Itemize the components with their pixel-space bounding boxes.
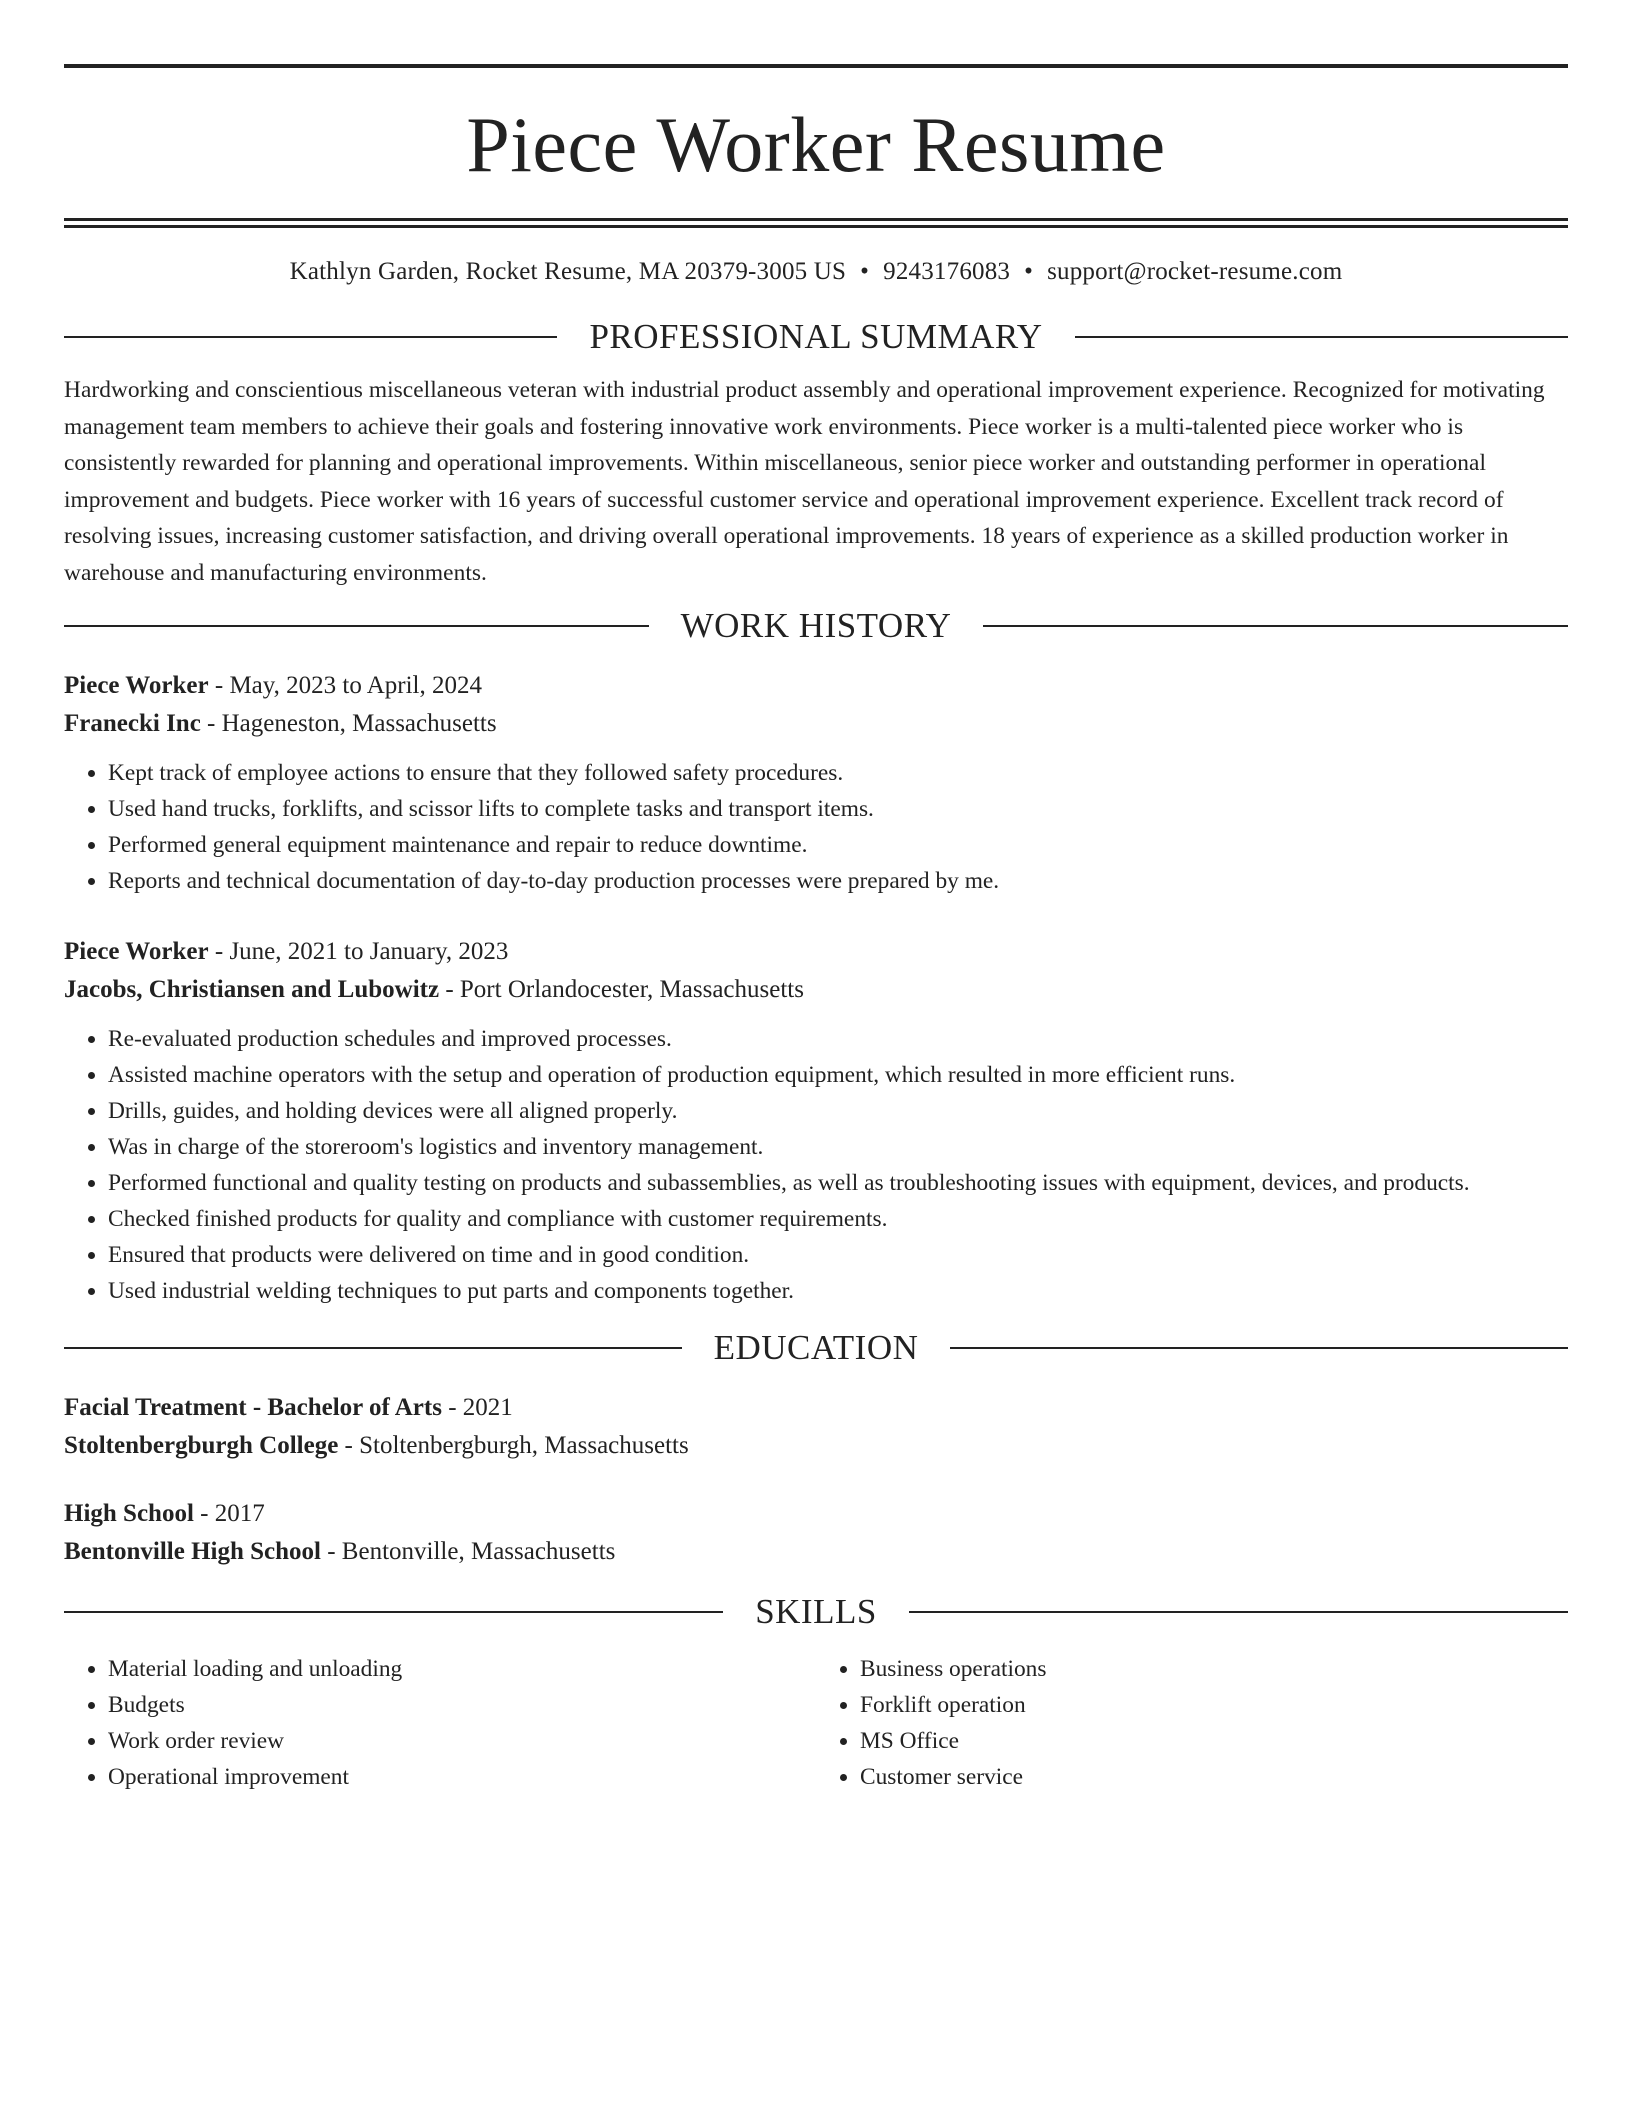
job-title-line bbox=[64, 933, 1568, 971]
job-title: Piece Worker bbox=[64, 938, 209, 965]
list-item: • Re-evaluated production schedules and improved processes. bbox=[108, 1021, 1568, 1057]
heading-rule-right bbox=[983, 625, 1568, 627]
skills-list-right bbox=[816, 1651, 1568, 1795]
job-title: Piece Worker bbox=[64, 672, 209, 699]
list-item: • Assisted machine operators with the setup and operation of production equipment, which resulted in more efficient runs. bbox=[108, 1057, 1568, 1093]
education-degree: Facial Treatment - Bachelor of Arts bbox=[64, 1394, 442, 1421]
education-degree-line bbox=[64, 1389, 1568, 1427]
education-school: Stoltenbergburgh College bbox=[64, 1432, 339, 1459]
list-item: • Ensured that products were delivered on time and in good condition. bbox=[108, 1237, 1568, 1273]
list-item: • Performed general equipment maintenance and repair to reduce downtime. bbox=[108, 827, 1568, 863]
education-degree-line bbox=[64, 1495, 1568, 1533]
contact-separator: • bbox=[1024, 258, 1034, 285]
job-dates: - June, 2021 to January, 2023 bbox=[208, 938, 509, 965]
skills-list-left bbox=[64, 1651, 816, 1795]
heading-rule-left bbox=[64, 336, 557, 338]
page-title: Piece Worker Resume bbox=[466, 101, 1166, 188]
contact-email: support@rocket-resume.com bbox=[1047, 258, 1343, 285]
job-title-line bbox=[64, 667, 1568, 705]
contact-line bbox=[64, 258, 1568, 286]
education-year: - 2017 bbox=[193, 1500, 265, 1527]
list-item: • Operational improvement bbox=[108, 1759, 816, 1795]
list-item: • Drills, guides, and holding devices were all aligned properly. bbox=[108, 1093, 1568, 1129]
education-school-line bbox=[64, 1533, 1568, 1571]
list-item: • Customer service bbox=[860, 1759, 1568, 1795]
job-company: Franecki Inc bbox=[64, 710, 201, 737]
education-location: - Bentonville, Massachusetts bbox=[320, 1538, 616, 1565]
contact-address: Kathlyn Garden, Rocket Resume, MA 20379-3005 US bbox=[289, 258, 847, 285]
heading-rule-left bbox=[64, 1347, 682, 1349]
heading-rule-right bbox=[909, 1611, 1568, 1613]
education-school-line bbox=[64, 1427, 1568, 1465]
heading-rule-right bbox=[1075, 336, 1568, 338]
education-year: - 2021 bbox=[441, 1394, 513, 1421]
section-title: PROFESSIONAL SUMMARY bbox=[589, 317, 1043, 356]
heading-rule-right bbox=[950, 1347, 1568, 1349]
education-location: - Stoltenbergburgh, Massachusetts bbox=[338, 1432, 689, 1459]
list-item: • Work order review bbox=[108, 1723, 816, 1759]
heading-rule-left bbox=[64, 1611, 723, 1613]
summary-text: Hardworking and conscientious miscellaneous veteran with industrial product assembly and operational improvement experience. Recognized for motivating management team members to achieve their goals and fostering innovative work environments. Piece worker is a multi-talented piece worker who is consistently rewarded for planning and operational improvements. Within miscellaneous, senior piece worker and outstanding performer in operational improvement and budgets. Piece worker with 16 years of successful customer service and operational improvement experience. Excellent track record of resolving issues, increasing customer satisfaction, and driving overall operational improvements. 18 years of experience as a skilled production worker in warehouse and manufacturing environments. bbox=[64, 377, 1545, 586]
job-bullets bbox=[64, 1021, 1568, 1309]
skills-columns bbox=[64, 1651, 1568, 1795]
list-item: • Used industrial welding techniques to put parts and components together. bbox=[108, 1273, 1568, 1309]
heading-rule-left bbox=[64, 625, 649, 627]
education-entry bbox=[64, 1495, 1568, 1571]
section-heading-education bbox=[64, 1327, 1568, 1369]
job-dates: - May, 2023 to April, 2024 bbox=[208, 672, 482, 699]
list-item: • Material loading and unloading bbox=[108, 1651, 816, 1687]
list-item: • Reports and technical documentation of day-to-day production processes were prepared by me. bbox=[108, 863, 1568, 899]
job-bullets bbox=[64, 755, 1568, 899]
section-title: SKILLS bbox=[755, 1592, 877, 1631]
education-school: Bentonville High School bbox=[64, 1538, 321, 1565]
list-item: • MS Office bbox=[860, 1723, 1568, 1759]
job-entry bbox=[64, 667, 1568, 899]
list-item: • Used hand trucks, forklifts, and scissor lifts to complete tasks and transport items. bbox=[108, 791, 1568, 827]
section-title: EDUCATION bbox=[713, 1328, 919, 1367]
job-entry bbox=[64, 933, 1568, 1309]
list-item: • Kept track of employee actions to ensure that they followed safety procedures. bbox=[108, 755, 1568, 791]
list-item: • Budgets bbox=[108, 1687, 816, 1723]
contact-separator: • bbox=[860, 258, 870, 285]
list-item: • Was in charge of the storeroom's logistics and inventory management. bbox=[108, 1129, 1568, 1165]
title-double-rule bbox=[64, 218, 1568, 228]
section-heading-summary bbox=[64, 316, 1568, 358]
list-item: • Performed functional and quality testing on products and subassemblies, as well as troubleshooting issues with equipment, devices, and products. bbox=[108, 1165, 1568, 1201]
top-rule bbox=[64, 64, 1568, 68]
job-company-line bbox=[64, 971, 1568, 1009]
list-item: • Checked finished products for quality and compliance with customer requirements. bbox=[108, 1201, 1568, 1237]
education-entry bbox=[64, 1389, 1568, 1465]
job-company-line bbox=[64, 705, 1568, 743]
job-location: - Port Orlandocester, Massachusetts bbox=[439, 976, 804, 1003]
section-title: WORK HISTORY bbox=[680, 606, 952, 645]
list-item: • Forklift operation bbox=[860, 1687, 1568, 1723]
section-heading-work bbox=[64, 605, 1568, 647]
section-heading-skills bbox=[64, 1591, 1568, 1633]
job-company: Jacobs, Christiansen and Lubowitz bbox=[64, 976, 440, 1003]
resume-page bbox=[64, 64, 1568, 1795]
list-item: • Business operations bbox=[860, 1651, 1568, 1687]
education-degree: High School bbox=[64, 1500, 194, 1527]
job-location: - Hageneston, Massachusetts bbox=[200, 710, 497, 737]
contact-phone: 9243176083 bbox=[883, 258, 1011, 285]
